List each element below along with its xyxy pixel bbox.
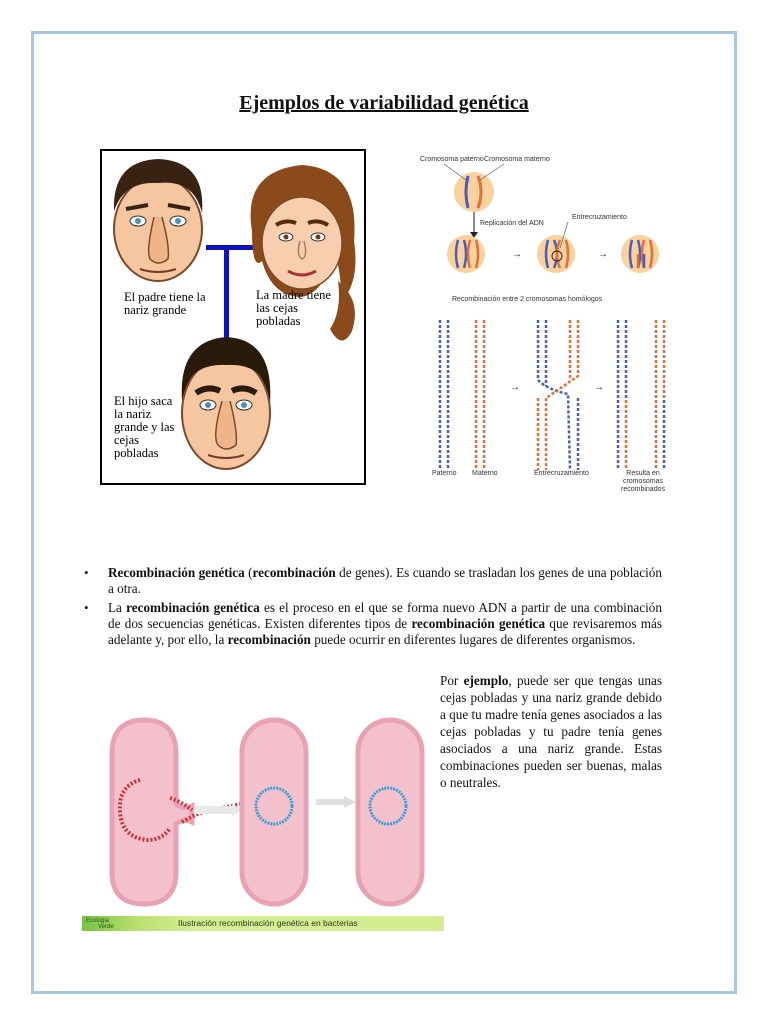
bullet-item [82, 565, 662, 597]
text-run: puede ocurrir en diferentes lugares de diferentes organismos. [310, 632, 636, 647]
bold-term: recombinación [252, 565, 336, 580]
label-bottom-paterno: Paterno [432, 470, 457, 477]
text-run: , puede ser que tengas unas cejas pobladas y una nariz grande debido a que tu madre tenía genes asociados a las cejas pobladas y tu padre tenía genes asociados a una nariz grande. Estas combinaciones pueden ser buenas, malas o neutrales. [440, 673, 662, 790]
bold-term: Recombinación genética [108, 565, 245, 580]
bold-term: ejemplo [463, 673, 509, 688]
text-run: ( [244, 565, 253, 580]
bacterium-recipient [242, 720, 306, 904]
text-run: La [108, 600, 127, 615]
caption-text: Ilustración recombinación genética en bacterias [178, 918, 358, 928]
father-face [114, 159, 202, 281]
text-run: de genes). Es cuando se trasladan los genes de una población a otra. [108, 565, 662, 596]
svg-text:→: → [510, 382, 520, 393]
bold-term: recombinación genética [126, 600, 260, 615]
svg-text:→: → [512, 249, 522, 260]
bacterium-result [358, 720, 422, 904]
chromosome-diagram [418, 150, 680, 505]
label-bottom-result: Resulta en cromosomas recombinados [621, 470, 665, 493]
family-illustration [100, 149, 366, 485]
mother-label: La madre tiene las cejas pobladas [256, 288, 331, 328]
bacteria-illustration [82, 710, 444, 932]
caption-brand [86, 918, 114, 930]
strands-maternal [476, 320, 484, 470]
bullet-dot: • [84, 565, 89, 580]
text-run: es el proceso en el que se forma nuevo ADN a partir de una combinación de dos secuencias genéticas. Existen diferentes tipos de [108, 600, 662, 631]
family-connector-stem [224, 247, 229, 339]
svg-text:→: → [598, 249, 608, 260]
text-run: Por [440, 673, 464, 688]
father-label: El padre tiene la nariz grande [124, 290, 206, 317]
caption-brand-2: Verde [98, 924, 114, 930]
text-run: que revisaremos más adelante y, por ello, la [108, 616, 662, 647]
label-crossover-top: Entrecruzamiento [572, 214, 627, 221]
bold-term: recombinación [227, 632, 311, 647]
son-face [182, 337, 271, 469]
bullet-list [82, 565, 662, 651]
label-homologous: Recombinación entre 2 cromosomas homólogos [452, 296, 603, 303]
family-connector [206, 245, 256, 250]
label-maternal: Cromosoma materno [484, 156, 550, 163]
label-replication: Replicación del ADN [480, 220, 544, 227]
label-bottom-crossover: Entrecruzamiento [534, 470, 589, 477]
bold-term: recombinación genética [411, 616, 546, 631]
strands-crossover [538, 320, 578, 470]
bullet-dot: • [84, 600, 89, 615]
son-label: El hijo saca la nariz grande y las cejas pobladas [114, 394, 175, 460]
strands-paternal [440, 320, 448, 470]
strands-result [618, 320, 664, 470]
example-paragraph [440, 672, 662, 791]
page-title: Ejemplos de variabilidad genética [239, 92, 529, 114]
label-bottom-materno: Materno [472, 470, 498, 477]
label-paternal: Cromosoma paterno [420, 156, 484, 163]
cell-top [454, 172, 494, 212]
bacterium-donor [112, 720, 192, 904]
svg-text:→: → [594, 382, 604, 393]
bullet-item [82, 600, 662, 648]
caption-brand-1: Ecologia [86, 918, 110, 924]
bacteria-caption [82, 916, 444, 931]
